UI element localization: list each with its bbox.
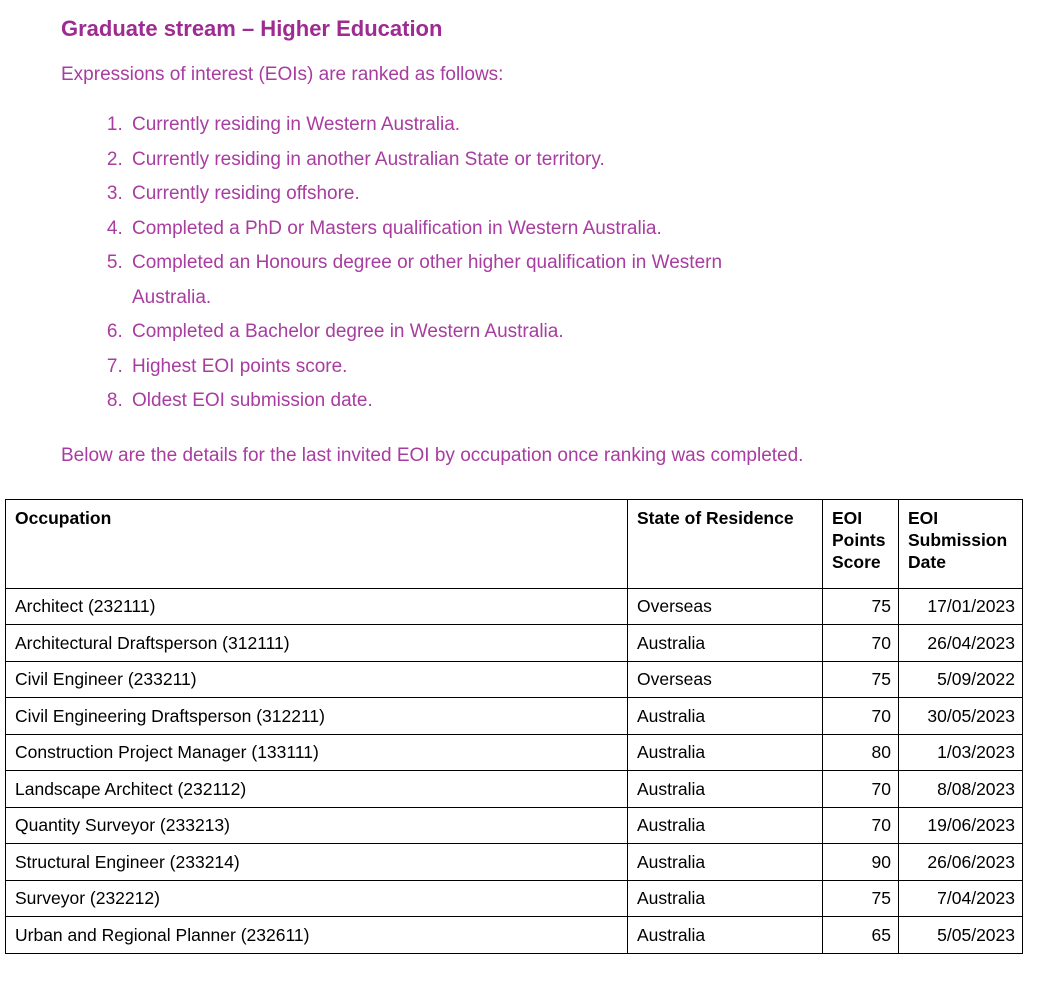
cell-eoi-points-score: 70 [823, 625, 899, 662]
cell-eoi-submission-date: 26/06/2023 [899, 844, 1023, 881]
cell-eoi-points-score: 90 [823, 844, 899, 881]
cell-eoi-points-score: 80 [823, 734, 899, 771]
table-row [6, 734, 1023, 771]
table-row [6, 917, 1023, 954]
cell-state-of-residence: Australia [628, 844, 823, 881]
cell-eoi-points-score: 75 [823, 588, 899, 625]
ranking-list-item: 8. Oldest EOI submission date. [128, 384, 741, 419]
cell-occupation: Civil Engineering Draftsperson (312211) [6, 698, 628, 735]
ranking-list-item: 2. Currently residing in another Australian State or territory. [128, 143, 741, 178]
cell-occupation: Landscape Architect (232112) [6, 771, 628, 808]
closing-paragraph: Below are the details for the last invited EOI by occupation once ranking was completed. [61, 444, 804, 466]
ranking-list-item: 5. Completed an Honours degree or other higher qualification in Western Australia. [128, 246, 741, 315]
cell-state-of-residence: Overseas [628, 588, 823, 625]
eoi-table-body [6, 588, 1023, 953]
text-block [0, 14, 1042, 473]
table-row [6, 625, 1023, 662]
cell-eoi-submission-date: 8/08/2023 [899, 771, 1023, 808]
cell-eoi-submission-date: 5/05/2023 [899, 917, 1023, 954]
table-row [6, 771, 1023, 808]
table-row [6, 844, 1023, 881]
ranking-list-item: 4. Completed a PhD or Masters qualification in Western Australia. [128, 212, 741, 247]
cell-state-of-residence: Australia [628, 807, 823, 844]
cell-occupation: Surveyor (232212) [6, 880, 628, 917]
column-header-occupation: Occupation [6, 499, 628, 588]
cell-occupation: Construction Project Manager (133111) [6, 734, 628, 771]
cell-occupation: Urban and Regional Planner (232611) [6, 917, 628, 954]
ranking-list-item: 6. Completed a Bachelor degree in Western Australia. [128, 315, 741, 350]
intro-text: Expressions of interest (EOIs) are ranked as follows: [61, 64, 504, 85]
cell-eoi-submission-date: 5/09/2022 [899, 661, 1023, 698]
cell-eoi-points-score: 75 [823, 661, 899, 698]
cell-state-of-residence: Australia [628, 880, 823, 917]
cell-eoi-points-score: 70 [823, 771, 899, 808]
ranking-list-item: 7. Highest EOI points score. [128, 350, 741, 385]
eoi-table [5, 499, 1023, 954]
column-header-state-of-residence: State of Residence [628, 499, 823, 588]
cell-state-of-residence: Australia [628, 917, 823, 954]
ranking-list-item: 3. Currently residing offshore. [128, 177, 741, 212]
cell-eoi-points-score: 75 [823, 880, 899, 917]
cell-occupation: Architect (232111) [6, 588, 628, 625]
cell-occupation: Civil Engineer (233211) [6, 661, 628, 698]
cell-state-of-residence: Australia [628, 734, 823, 771]
cell-state-of-residence: Australia [628, 698, 823, 735]
table-row [6, 880, 1023, 917]
column-header-eoi-submission-date: EOI Submission Date [899, 499, 1023, 588]
table-row [6, 661, 1023, 698]
cell-eoi-submission-date: 7/04/2023 [899, 880, 1023, 917]
document-page [0, 14, 1042, 954]
cell-eoi-submission-date: 19/06/2023 [899, 807, 1023, 844]
cell-occupation: Quantity Surveyor (233213) [6, 807, 628, 844]
cell-eoi-points-score: 65 [823, 917, 899, 954]
cell-eoi-points-score: 70 [823, 698, 899, 735]
cell-eoi-submission-date: 26/04/2023 [899, 625, 1023, 662]
cell-state-of-residence: Australia [628, 625, 823, 662]
table-row [6, 588, 1023, 625]
table-row [6, 698, 1023, 735]
ranking-list [61, 108, 741, 419]
column-header-eoi-points-score: EOI Points Score [823, 499, 899, 588]
cell-eoi-submission-date: 30/05/2023 [899, 698, 1023, 735]
cell-eoi-points-score: 70 [823, 807, 899, 844]
header-row [6, 499, 1023, 588]
table-row [6, 807, 1023, 844]
page-title: Graduate stream – Higher Education [61, 16, 443, 41]
cell-occupation: Structural Engineer (233214) [6, 844, 628, 881]
cell-state-of-residence: Overseas [628, 661, 823, 698]
cell-state-of-residence: Australia [628, 771, 823, 808]
cell-eoi-submission-date: 17/01/2023 [899, 588, 1023, 625]
ranking-list-item: 1. Currently residing in Western Australia. [128, 108, 741, 143]
eoi-table-header [6, 499, 1023, 588]
cell-eoi-submission-date: 1/03/2023 [899, 734, 1023, 771]
cell-occupation: Architectural Draftsperson (312111) [6, 625, 628, 662]
